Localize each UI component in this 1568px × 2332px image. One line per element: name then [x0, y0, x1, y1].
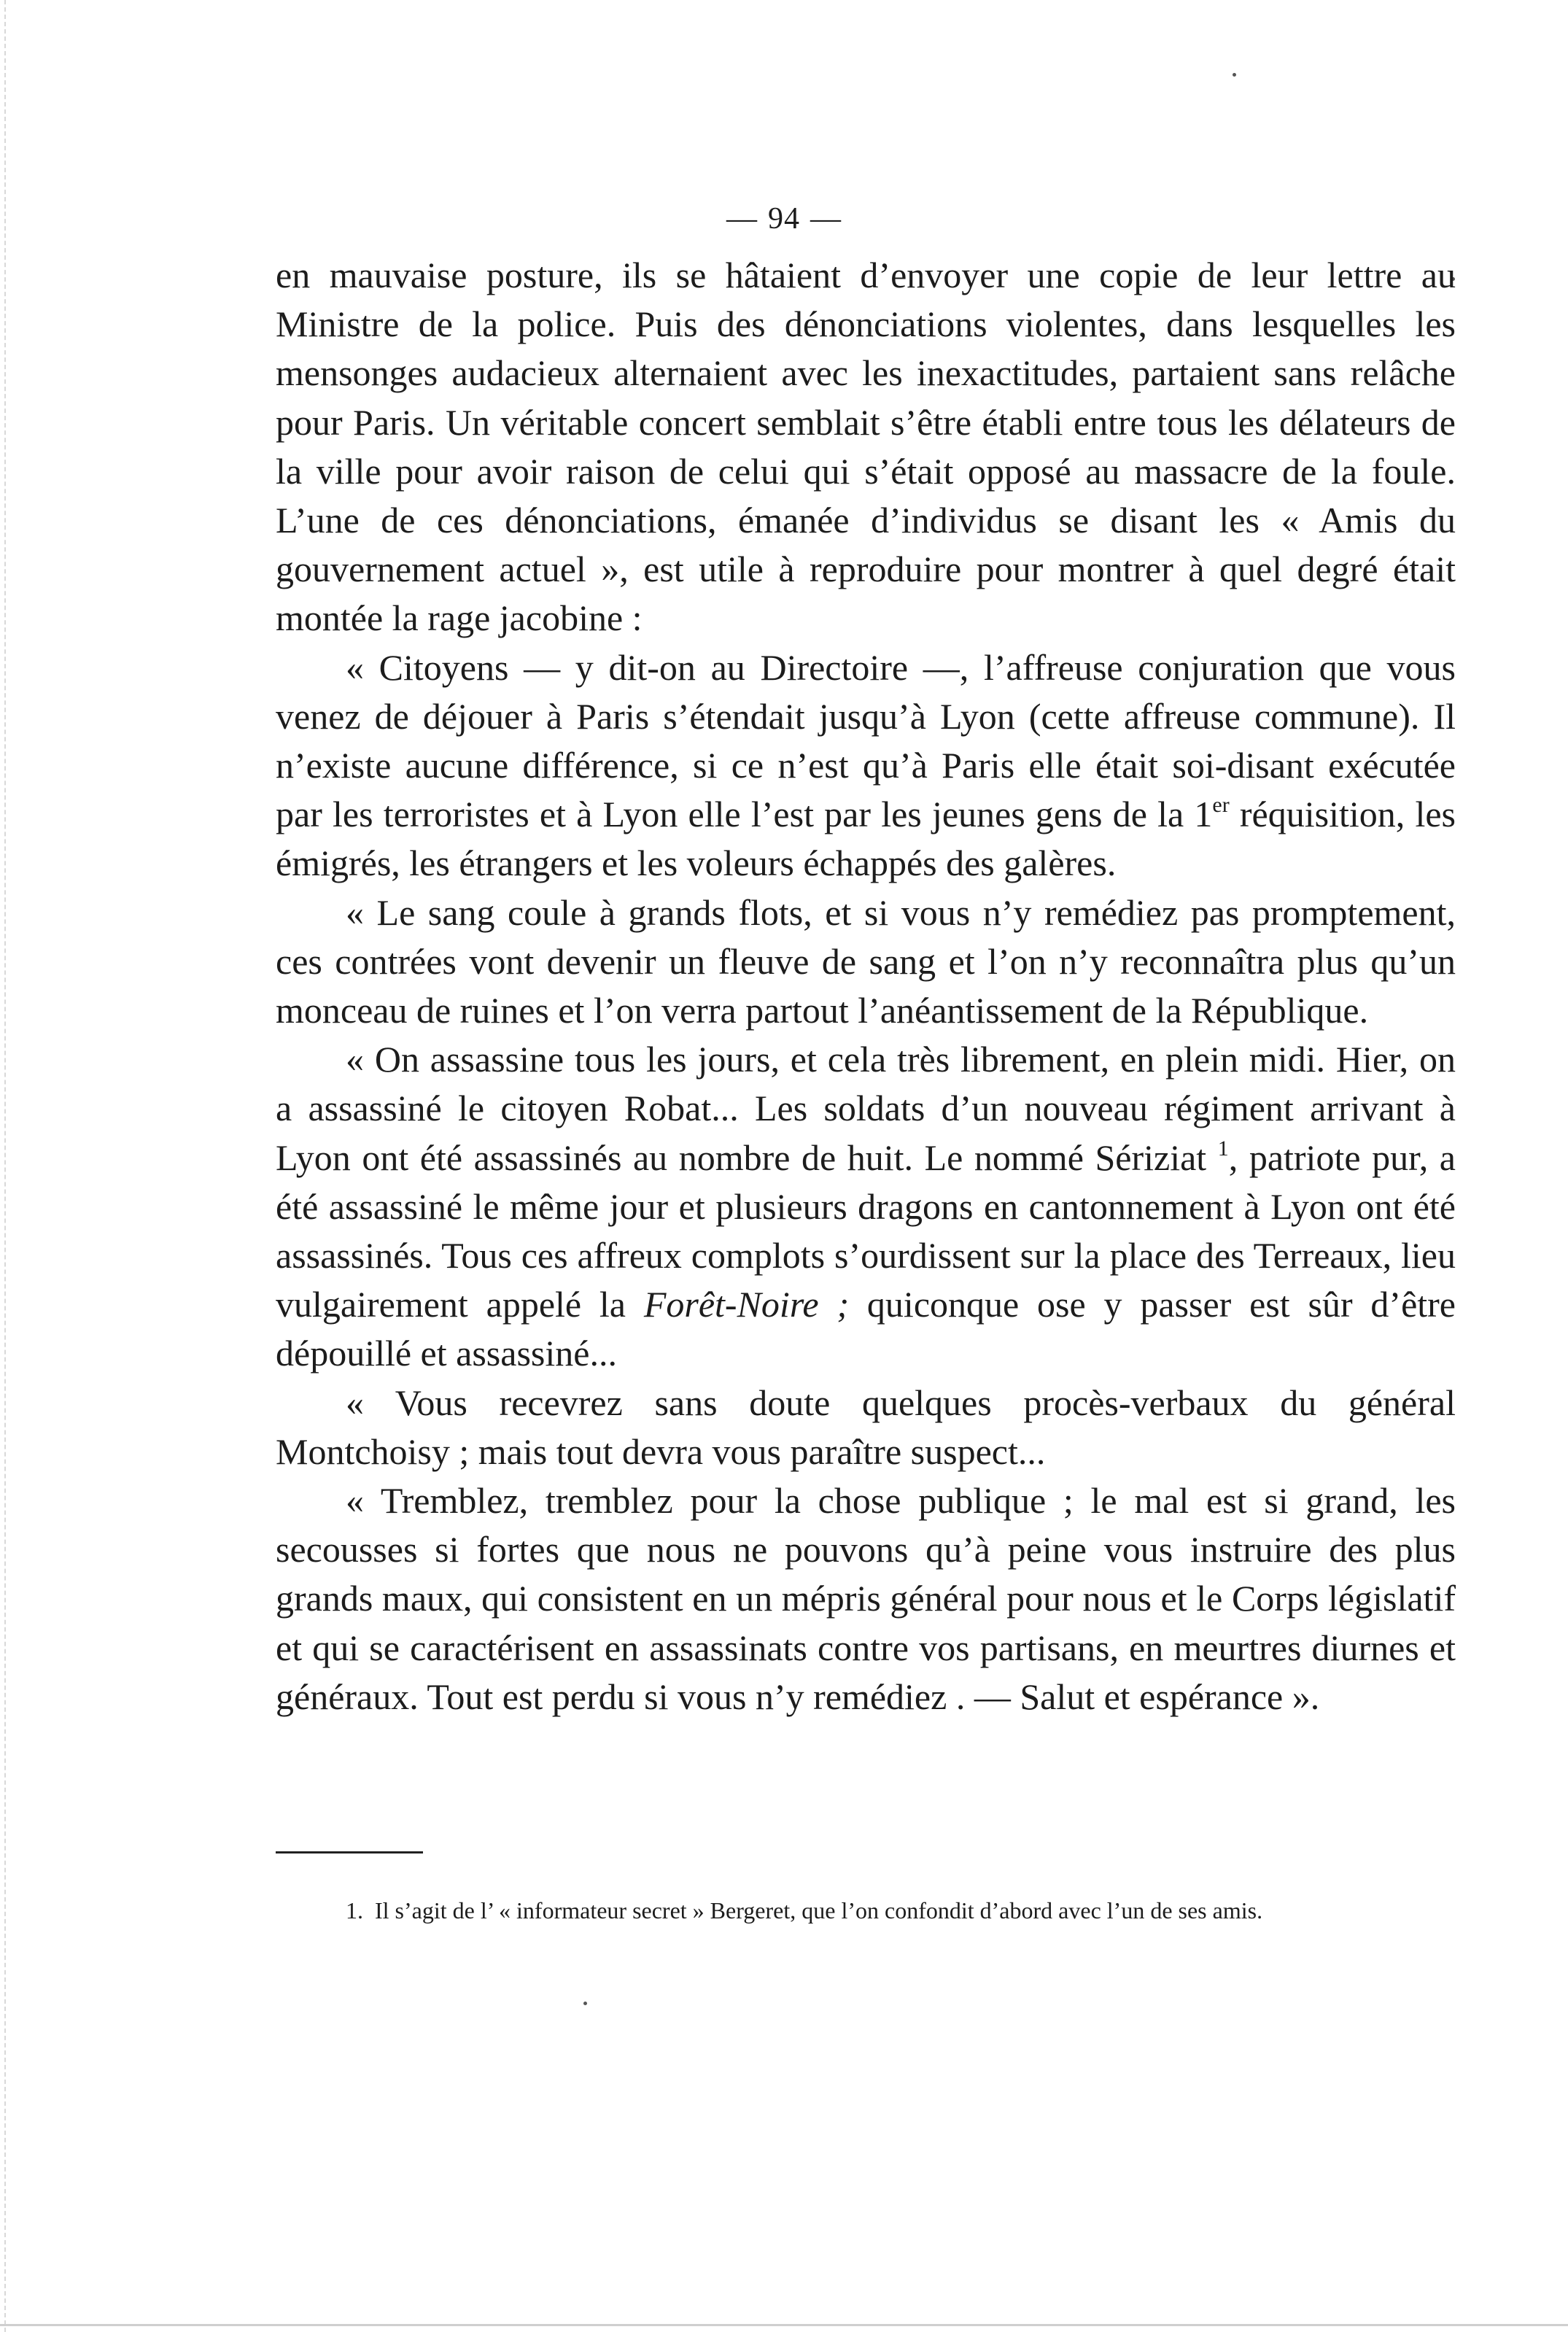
footnote-reference[interactable]: 1 — [1217, 1136, 1229, 1161]
folio-dash-right: — — [810, 202, 842, 236]
paragraph-5: « Vous recevrez sans doute quelques procès-verbaux du général Montchoisy ; mais tout devra vous paraître suspect... — [276, 1382, 1456, 1472]
paragraph-2-text: « Citoyens — y dit-on au Directoire —, l’affreuse conjuration que vous venez de déjouer à Paris s’étendait jusqu’à Lyon (cette affreuse commune). Il n’existe aucune différence, si ce n’est qu’à Paris elle était soi-disant exécutée par les terroristes et à Lyon elle l’est par les jeunes gens de la 1 — [276, 646, 1456, 835]
paragraph-4-text-middle: , patriote pur, a été assassiné le même jour et plusieurs dragons en cantonnement à Lyon ont été assassinés. Tous ces affreux complots s’ourdissent sur la place des Terreaux, lieu vulgairement appelé la — [276, 1136, 1456, 1325]
paragraph-4-text-end: quiconque ose y passer est sûr d’être dépouillé et assassiné... — [276, 1284, 1456, 1374]
footnote-number: 1. — [346, 1897, 363, 1924]
page-number — [0, 198, 1568, 239]
scan-speck — [1233, 73, 1236, 77]
footnote — [346, 1895, 1483, 1926]
scan-left-edge — [0, 0, 6, 2332]
paragraph-4 — [276, 1035, 1456, 1378]
page-number-value: 94 — [768, 202, 800, 236]
scan-bottom-edge — [0, 2324, 1568, 2326]
italic-place-name: Forêt-Noire ; — [643, 1284, 850, 1325]
paragraph-2 — [276, 643, 1456, 888]
paragraph-6: « Tremblez, tremblez pour la chose publique ; le mal est si grand, les secousses si fortes que nous ne pouvons qu’à peine vous instruire des plus grands maux, qui consistent en un mépris général pour nous et le Corps législatif et qui se caractérisent en assassinats contre vos partisans, en meurtres diurnes et généraux. Tout est perdu si vous n’y remédiez . — Salut et espérance ». — [276, 1480, 1456, 1717]
folio-dash-left: — — [726, 202, 758, 236]
ordinal-superscript: er — [1212, 793, 1230, 818]
footnote-text: Il s’agit de l’ « informateur secret » Bergeret, que l’on confondit d’abord avec l’un de ses amis. — [375, 1897, 1263, 1924]
paragraph-1: en mauvaise posture, ils se hâtaient d’envoyer une copie de leur lettre au Ministre de la police. Puis des dénonciations violentes, dans lesquelles les mensonges audacieux alternaient avec les inexactitudes, partaient sans relâche pour Paris. Un véritable concert semblait s’être établi entre tous les délateurs de la ville pour avoir raison de celui qui s’était opposé au massacre de la foule. L’une de ces dénonciations, émanée d’individus se disant les « Amis du gouvernement actuel », est utile à reproduire pour montrer à quel degré était montée la rage jacobine : — [276, 255, 1456, 639]
scan-speck — [583, 2002, 587, 2005]
paragraph-2-text-end: réquisition, les émigrés, les étrangers et les voleurs échappés des galères. — [276, 794, 1456, 884]
paragraph-3: « Le sang coule à grands flots, et si vous n’y remédiez pas promptement, ces contrées vont devenir un fleuve de sang et l’on n’y reconnaîtra plus qu’un monceau de ruines et l’on verra partout l’anéantissement de la République. — [276, 891, 1456, 1031]
footnote-separator — [276, 1851, 423, 1853]
paragraph-4-text: « On assassine tous les jours, et cela très librement, en plein midi. Hier, on a assassiné le citoyen Robat... Les soldats d’un nouveau régiment arrivant à Lyon ont été assassinés au nombre de huit. Le nommé Sériziat — [276, 1039, 1456, 1178]
body-text — [276, 251, 1456, 1721]
